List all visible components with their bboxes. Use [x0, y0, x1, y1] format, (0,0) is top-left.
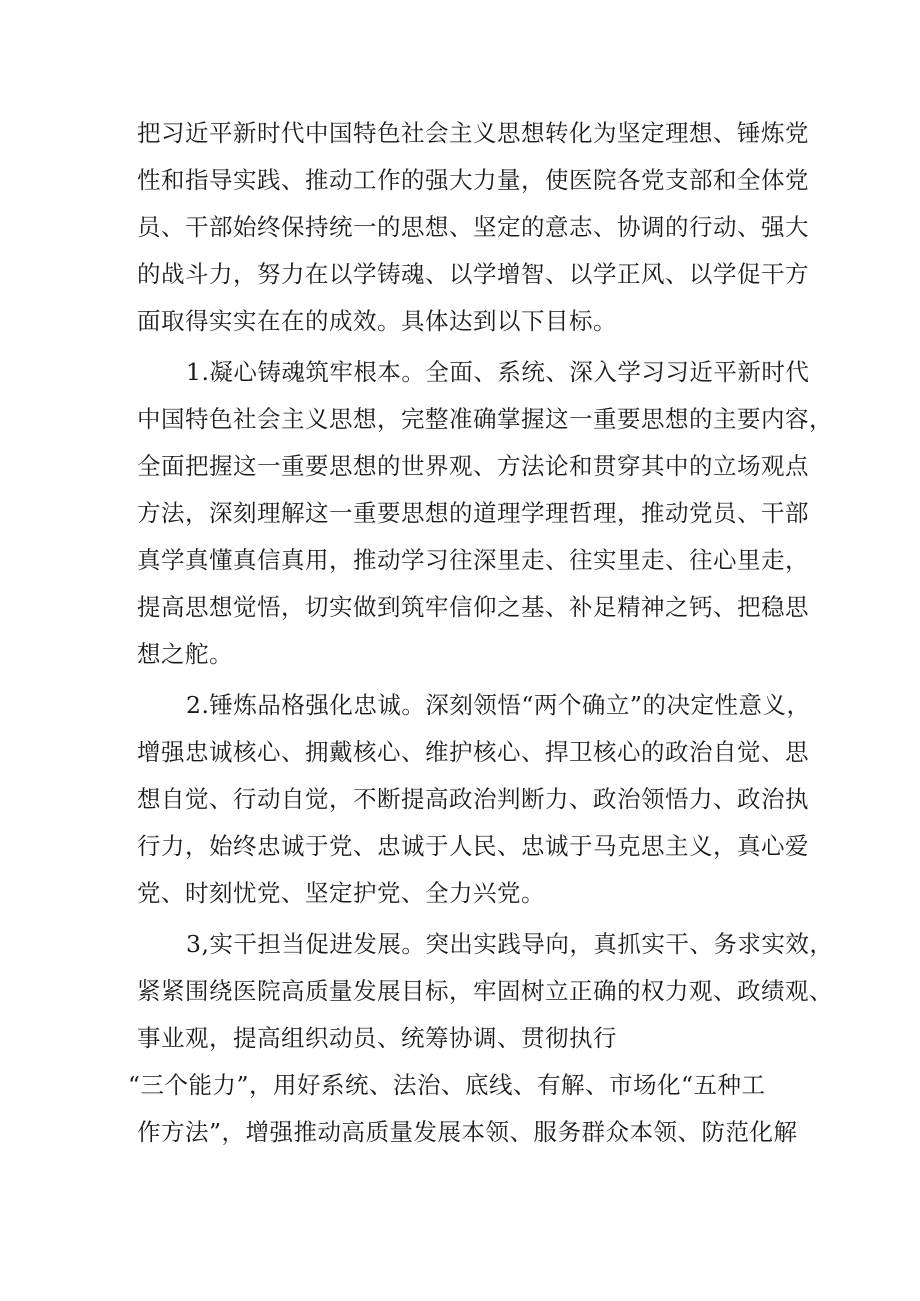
text-line: 事业观，提高组织动员、统筹协调、贯彻执行 [137, 1024, 617, 1052]
text-line: 紧紧围绕医院高质量发展目标，牢固树立正确的权力观、政绩观、 [137, 977, 833, 1005]
text-line: 作方法”，增强推动高质量发展本领、服务群众本领、防范化解 [137, 1118, 798, 1146]
text-line: 提高思想觉悟，切实做到筑牢信仰之基、补足精神之钙、把稳思 [137, 593, 809, 621]
text-line: 增强忠诚核心、拥戴核心、维护核心、捍卫核心的政治自觉、思 [137, 738, 809, 766]
text-line: 员、干部始终保持统一的思想、坚定的意志、协调的行动、强大 [137, 213, 809, 241]
paragraph-2-first-line: 2.锤炼品格强化忠诚。深刻领悟“两个确立”的决定性意义， [186, 691, 811, 719]
text-line: 方法，深刻理解这一重要思想的道理学理哲理，推动党员、干部 [137, 499, 809, 527]
text-line: 把习近平新时代中国特色社会主义思想转化为坚定理想、锤炼党 [137, 119, 809, 147]
text-line: 想自觉、行动自觉，不断提高政治判断力、政治领悟力、政治执 [137, 785, 809, 813]
text-line: 中国特色社会主义思想，完整准确掌握这一重要思想的主要内容， [137, 405, 833, 433]
text-line: 想之舵。 [137, 640, 233, 668]
text-line: 党、时刻忧党、坚定护党、全力兴党。 [137, 879, 545, 907]
text-line: 全面把握这一重要思想的世界观、方法论和贯穿其中的立场观点 [137, 452, 809, 480]
text-line: 性和指导实践、推动工作的强大力量，使医院各党支部和全体党 [137, 166, 809, 194]
text-line: 真学真懂真信真用，推动学习往深里走、往实里走、往心里走， [137, 546, 809, 574]
text-line: 的战斗力，努力在以学铸魂、以学增智、以学正风、以学促干方 [137, 260, 809, 288]
paragraph-3-first-line: 3,实干担当促进发展。突出实践导向，真抓实干、务求实效， [186, 930, 834, 958]
text-line: 行力，始终忠诚于党、忠诚于人民、忠诚于马克思主义，真心爱 [137, 832, 809, 860]
text-line: 面取得实实在在的成效。具体达到以下目标。 [137, 307, 617, 335]
paragraph-1-first-line: 1.凝心铸魂筑牢根本。全面、系统、深入学习习近平新时代 [186, 358, 810, 386]
text-line: “三个能力”，用好系统、法治、底线、有解、市场化“五种工 [128, 1071, 766, 1099]
